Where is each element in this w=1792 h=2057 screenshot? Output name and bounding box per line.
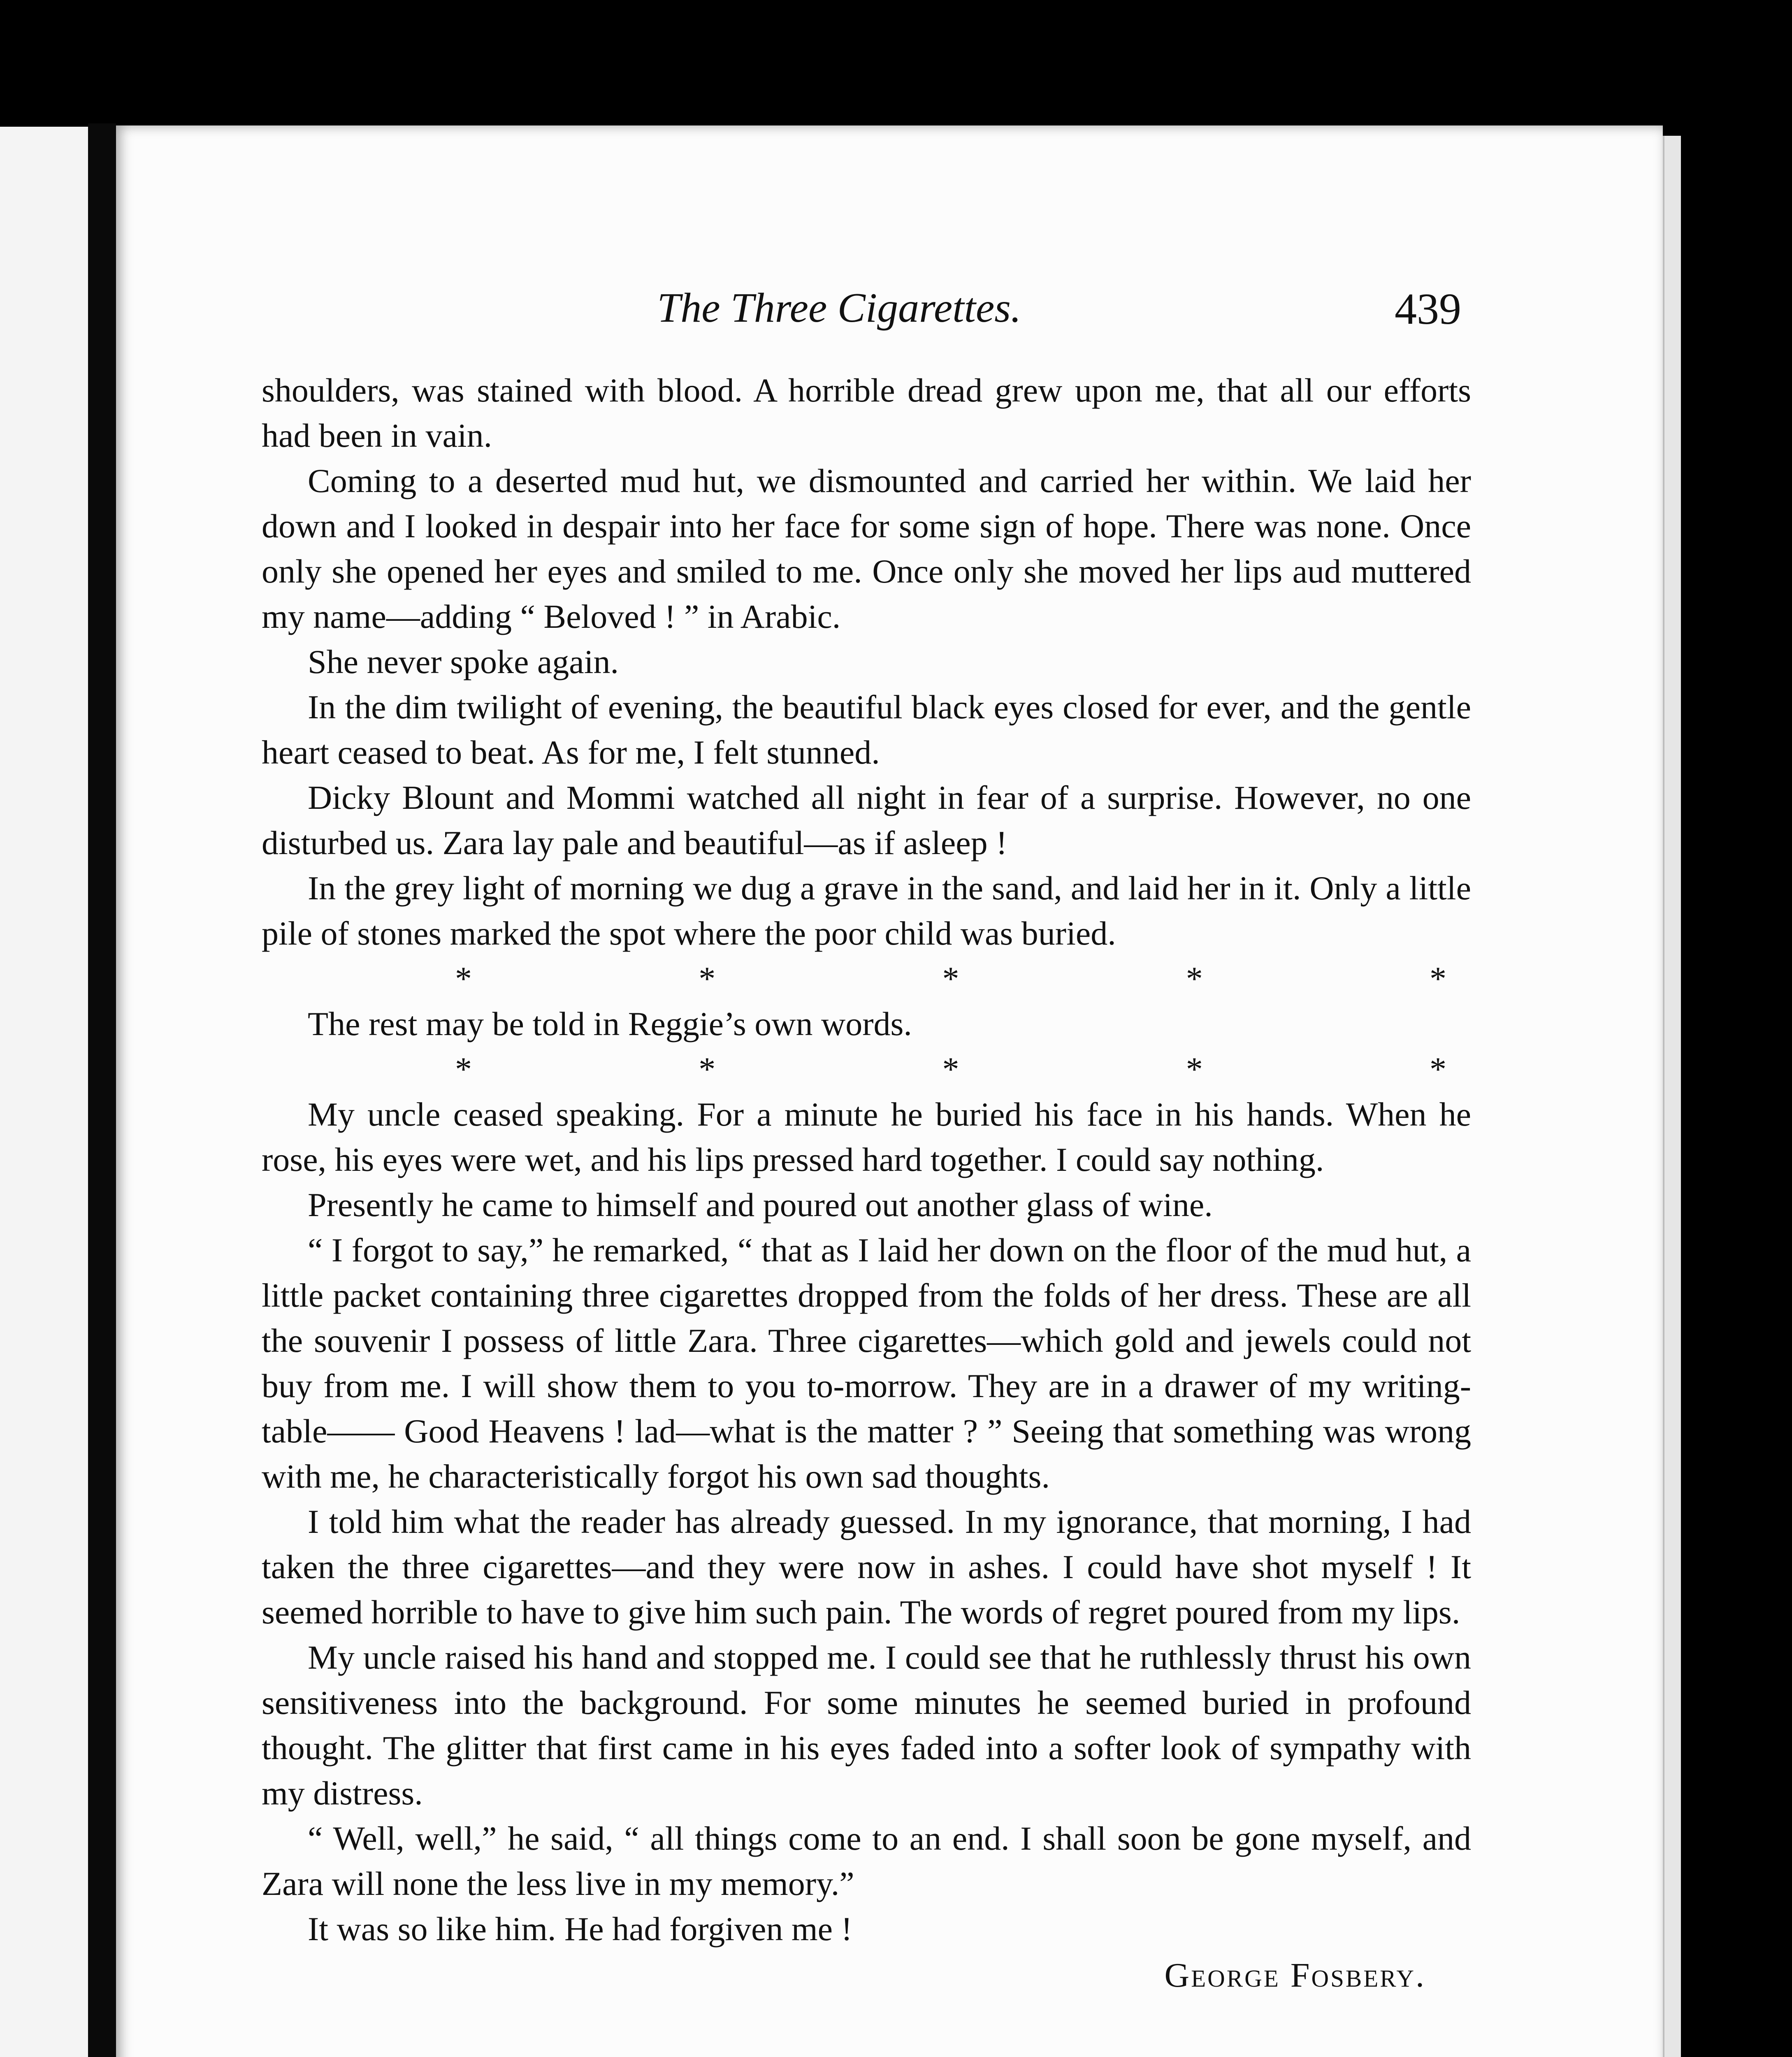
body-text: [262, 368, 1471, 1999]
paragraph: “ Well, well,” he said, “ all things come to an end. I shall soon be gone myself, and Zara will none the less live in my memory.”: [262, 1820, 1471, 1902]
asterisk: *: [699, 960, 716, 997]
paragraph: It was so like him. He had forgiven me !: [308, 1910, 852, 1948]
asterisk: *: [1186, 1050, 1203, 1088]
right-page-edge: [1663, 136, 1681, 2057]
paragraph: shoulders, was stained with blood. A horrible dread grew upon me, that all our efforts had been in vain.: [262, 371, 1471, 454]
section-break: [262, 1047, 1471, 1092]
paragraph: I told him what the reader has already guessed. In my ignorance, that morning, I had taken the three cigarettes—and they were now in ashes. I could have shot myself ! It seemed horrible to have to give him such pain. The words of regret poured from my lips.: [262, 1503, 1471, 1631]
paragraph: The rest may be told in Reggie’s own words.: [308, 1005, 912, 1042]
asterisk: *: [699, 1050, 716, 1088]
paragraph: “ I forgot to say,” he remarked, “ that as I laid her down on the floor of the mud hut, a little packet containing three cigarettes dropped from the folds of her dress. These are all the souvenir I possess of little Zara. Three cigarettes—which gold and jewels could not buy from me. I will show them to you to-morrow. They are in a drawer of my writing-table—— Good Heavens ! lad—what is the matter ? ” Seeing that something was wrong with me, he characteristically forgot his own sad thoughts.: [262, 1231, 1471, 1495]
asterisk: *: [942, 1050, 959, 1088]
asterisk: *: [455, 960, 472, 997]
paragraph: Coming to a deserted mud hut, we dismounted and carried her within. We laid her down and I looked in despair into her face for some sign of hope. There was none. Once only she opened her eyes and smiled to me. Once only she moved her lips aud muttered my name—adding “ Beloved ! ” in Arabic.: [262, 462, 1471, 635]
paragraph: Dicky Blount and Mommi watched all night in fear of a surprise. However, no one disturbed us. Zara lay pale and beautiful—as if asleep !: [262, 779, 1471, 861]
asterisk: *: [455, 1050, 472, 1088]
paragraph: In the dim twilight of evening, the beautiful black eyes closed for ever, and the gentle heart ceased to beat. As for me, I felt stunned.: [262, 688, 1471, 771]
paragraph: Presently he came to himself and poured out another glass of wine.: [308, 1186, 1213, 1224]
paragraph: In the grey light of morning we dug a grave in the sand, and laid her in it. Only a little pile of stones marked the spot where the poor child was buried.: [262, 869, 1471, 952]
book-gutter: [88, 123, 116, 2057]
asterisk: *: [942, 960, 959, 997]
left-page-edge: [0, 127, 88, 2057]
author-signature: George Fosbery.: [1164, 1956, 1426, 1994]
paragraph: She never spoke again.: [308, 643, 619, 680]
asterisk: *: [1430, 1050, 1446, 1088]
page-number: 439: [1395, 285, 1461, 334]
asterisk: *: [1186, 960, 1203, 997]
section-break: [262, 956, 1471, 1001]
paragraph: My uncle raised his hand and stopped me. I could see that he ruthlessly thrust his own sensitiveness into the background. For some minutes he seemed buried in profound thought. The glitter that first came in his eyes faded into a softer look of sympathy with my distress.: [262, 1639, 1471, 1812]
paragraph: My uncle ceased speaking. For a minute he buried his face in his hands. When he rose, his eyes were wet, and his lips pressed hard together. I could say nothing.: [262, 1096, 1471, 1178]
asterisk: *: [1430, 960, 1446, 997]
running-head-title: The Three Cigarettes.: [657, 285, 1021, 331]
